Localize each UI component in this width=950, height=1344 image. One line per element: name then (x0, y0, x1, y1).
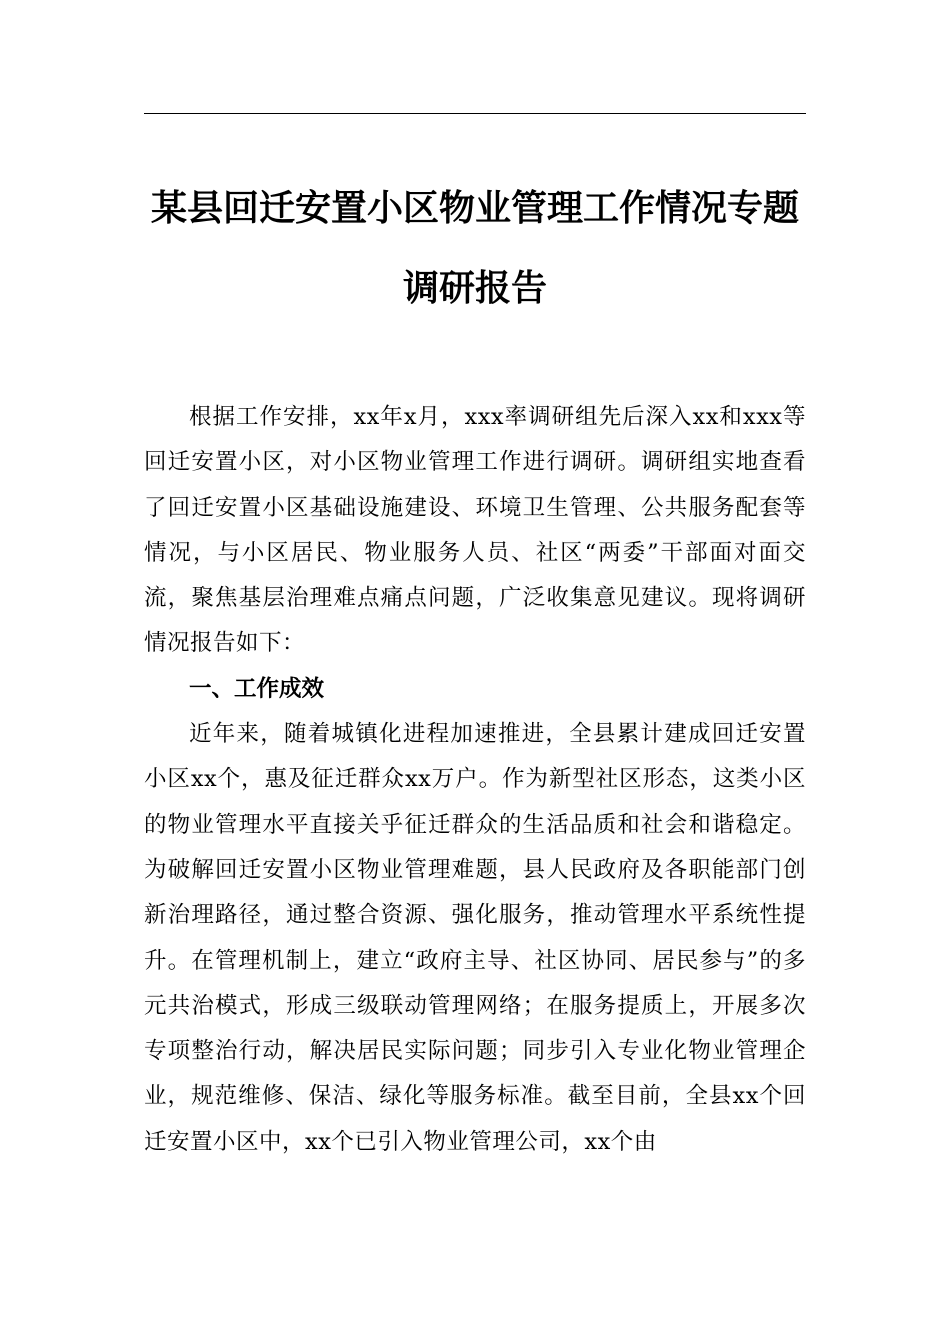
document-title-line-2: 调研报告 (402, 267, 547, 309)
section-heading-work-results: 一、工作成效 (189, 675, 325, 702)
section-1-paragraph: 近年来，随着城镇化进程加速推进，全县累计建成回迁安置小区xx个，惠及征迁群众xx万户。作为新型社区形态，这类小区的物业管理水平直接关乎征迁群众的生活品质和社会和谐稳定。为破解回迁安置小区物业管理难题，县人民政府及各职能部门创新治理路径，通过整合资源、强化服务，推动管理水平系统性提升。在管理机制上，建立“政府主导、社区协同、居民参与”的多元共治模式，形成三级联动管理网络；在服务提质上，开展多次专项整治行动，解决居民实际问题；同步引入专业化物业管理企业，规范维修、保洁、绿化等服务标准。截至目前，全县xx个回迁安置小区中，xx个已引入物业管理公司，xx个由 (144, 721, 806, 1155)
document-title-line-1: 某县回迁安置小区物业管理工作情况专题 (150, 187, 799, 229)
intro-paragraph: 根据工作安排，xx年x月，xxx率调研组先后深入xx和xxx等回迁安置小区，对小区物业管理工作进行调研。调研组实地查看了回迁安置小区基础设施建设、环境卫生管理、公共服务配套等情况，与小区居民、物业服务人员、社区“两委”干部面对面交流，聚焦基层治理难点痛点问题，广泛收集意见建议。现将调研情况报告如下： (144, 404, 806, 657)
header-rule (144, 113, 806, 114)
document-title (144, 168, 806, 328)
document-body (144, 395, 806, 1165)
